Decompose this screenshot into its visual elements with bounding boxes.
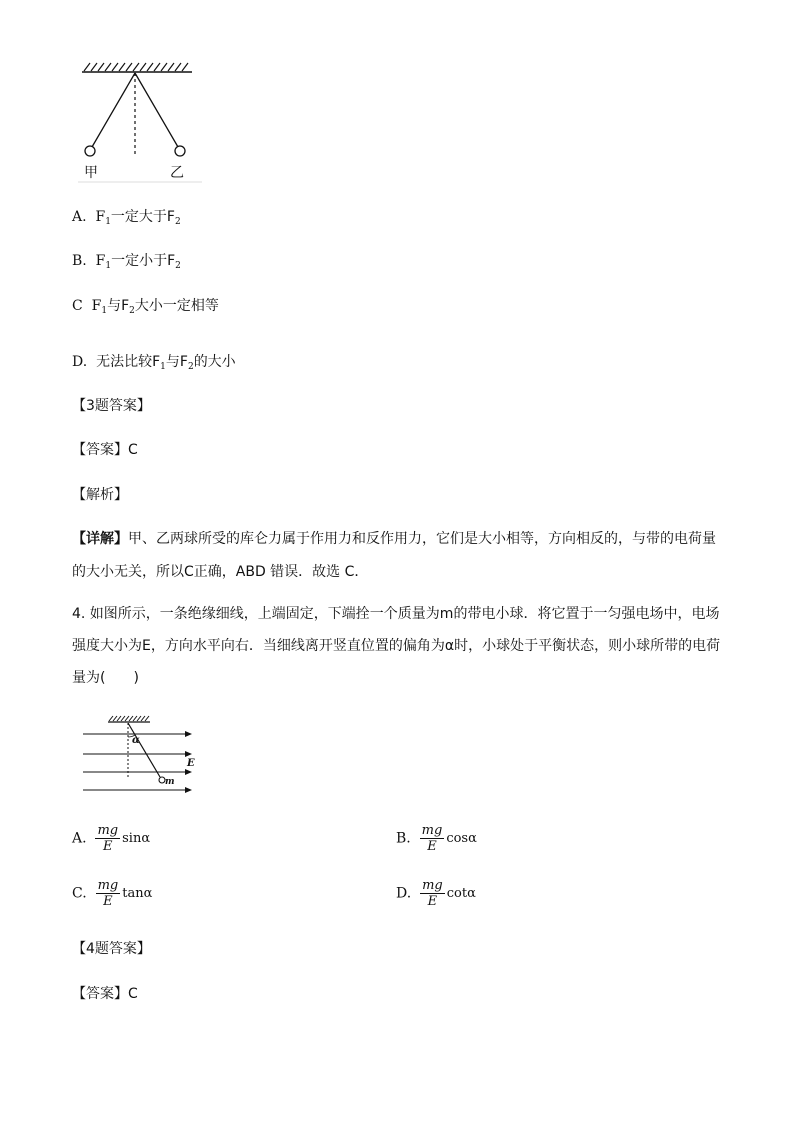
ceiling-hatch [84, 63, 188, 71]
option-letter: B. [396, 830, 411, 847]
fraction-numerator: mg [97, 823, 119, 838]
subscript: 2 [174, 217, 181, 227]
fraction [420, 823, 445, 854]
q3-heading: 【3题答案】 [72, 398, 151, 414]
fraction-denominator: E [103, 894, 113, 909]
trig-function: cotα [446, 885, 476, 901]
q3-detail-line-2: 的大小无关，所以C正确，ABD 错误．故选 C． [72, 564, 369, 580]
option-text: F [95, 209, 106, 225]
fraction [420, 878, 445, 909]
detail-text: 甲、乙两球所受的库仑力属于作用力和反作用力，它们是大小相等，方向相反的，与带的电荷量 [128, 531, 716, 547]
option-letter: B. [72, 253, 87, 269]
subscript: 2 [175, 261, 181, 271]
subscript: 1 [105, 217, 111, 227]
option-letter: A. [72, 830, 87, 847]
option-letter: D. [72, 354, 88, 370]
q3-option-b [72, 251, 181, 276]
option-text: 与F [107, 298, 130, 314]
fraction [96, 878, 121, 909]
option-letter: D. [396, 885, 412, 902]
q4-stem-line-3: 量为( ) [72, 670, 139, 686]
fraction-numerator: mg [422, 878, 443, 893]
figure-field-pendulum [80, 712, 205, 797]
option-letter: C [72, 298, 83, 314]
alpha-label: α [132, 735, 140, 746]
q3-option-a [72, 207, 181, 232]
q4-option-c [72, 878, 152, 909]
trig-function: tanα [122, 885, 153, 901]
q4-answer: 【答案】C [72, 986, 138, 1002]
m-label: m [165, 777, 175, 787]
q3-option-c [72, 296, 219, 321]
ceiling-hatch [109, 716, 149, 721]
ball-jia [85, 146, 95, 156]
q4-heading: 【4题答案】 [72, 941, 151, 957]
ball-yi [175, 146, 185, 156]
label-yi: 乙 [170, 165, 184, 181]
q4-stem-line-2: 强度大小为E，方向水平向右．当细线离开竖直位置的偏角为α时，小球处于平衡状态，则小球所带的电荷 [72, 638, 721, 654]
option-text: 一定小于F [111, 253, 176, 269]
option-text: 一定大于F [110, 209, 175, 225]
option-text: 大小一定相等 [134, 298, 219, 314]
string [128, 723, 160, 777]
subscript: 1 [101, 306, 108, 316]
q4-option-d [396, 878, 476, 909]
fraction-denominator: E [427, 894, 438, 909]
q3-option-d [72, 352, 236, 377]
subscript: 1 [160, 362, 166, 372]
q3-analysis-label: 【解析】 [72, 487, 128, 503]
trig-function: sinα [122, 830, 151, 846]
subscript: 2 [187, 362, 194, 372]
option-text: F [91, 298, 102, 314]
fraction-numerator: mg [97, 878, 119, 893]
fraction-denominator: E [427, 839, 437, 854]
label-jia: 甲 [84, 165, 98, 181]
q3-detail-line-1 [72, 528, 716, 548]
q4-option-a [72, 823, 150, 854]
q3-answer: 【答案】C [72, 442, 138, 458]
option-letter: C. [72, 885, 87, 902]
q4-stem-line-1: 4. 如图所示，一条绝缘细线，上端固定，下端拴一个质量为m的带电小球．将它置于一匀强电场中，电场 [72, 606, 720, 622]
e-label: E [187, 758, 195, 769]
string-right [135, 73, 178, 147]
option-text: 的大小 [193, 354, 236, 370]
option-letter: A. [72, 209, 87, 225]
string-left [92, 73, 135, 147]
subscript: 1 [105, 261, 112, 271]
subscript: 2 [129, 306, 135, 316]
fraction-numerator: mg [421, 823, 443, 838]
fraction-denominator: E [103, 839, 113, 854]
q4-option-b [396, 823, 477, 854]
trig-function: cosα [446, 830, 477, 846]
detail-label: 【详解】 [72, 531, 128, 547]
option-text: F [95, 253, 106, 269]
option-text: 与F [165, 354, 188, 370]
option-text: 无法比较F [96, 354, 161, 370]
fraction [95, 823, 120, 854]
